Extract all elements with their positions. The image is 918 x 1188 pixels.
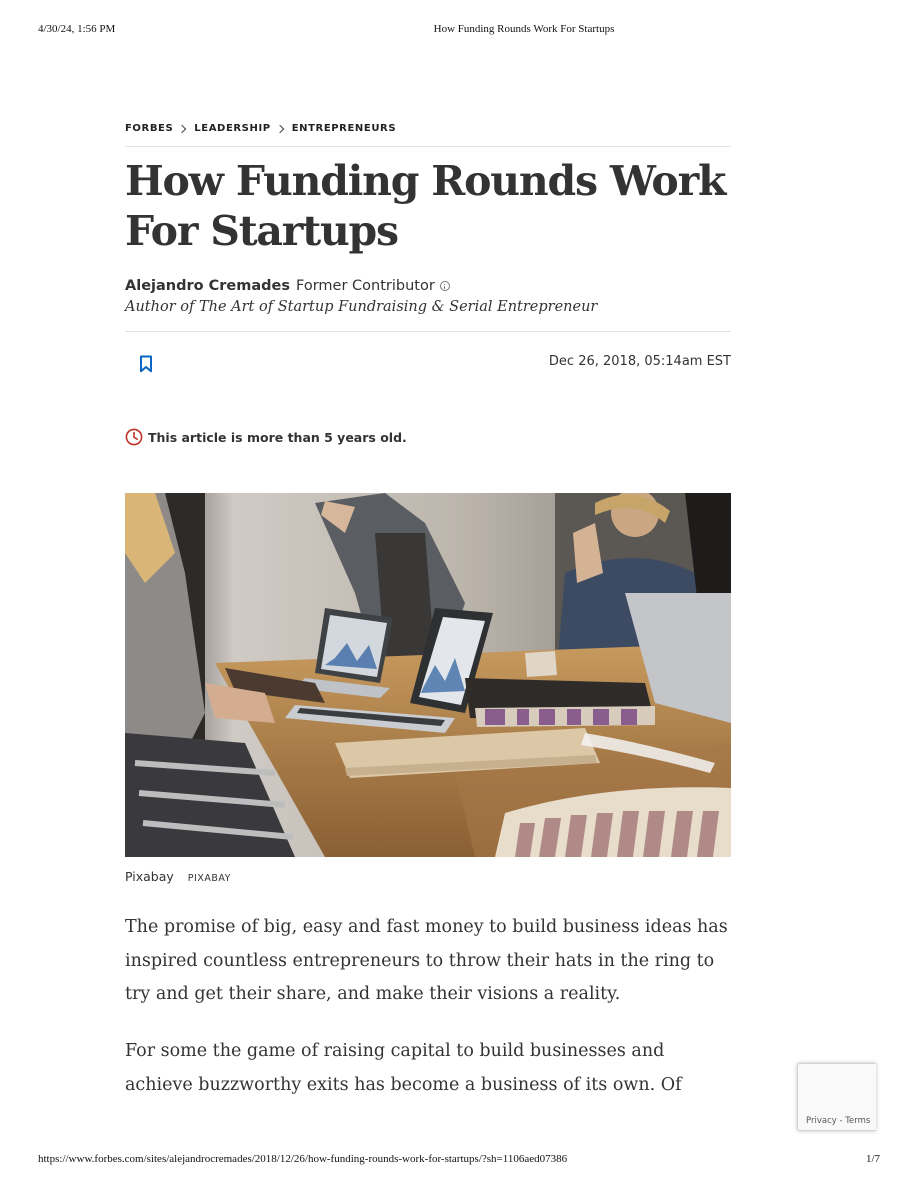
recaptcha-badge[interactable] xyxy=(797,1063,876,1131)
print-header xyxy=(0,23,918,37)
hero-image xyxy=(125,493,731,857)
image-credit: PIXABAY xyxy=(187,873,231,884)
article-meta-bar xyxy=(125,331,731,391)
breadcrumb xyxy=(125,123,731,147)
breadcrumb-forbes[interactable]: FORBES xyxy=(125,123,174,134)
clock-icon xyxy=(125,428,143,446)
bookmark-icon[interactable] xyxy=(139,355,153,373)
info-icon[interactable] xyxy=(440,281,450,291)
chevron-right-icon xyxy=(275,125,283,133)
breadcrumb-leadership[interactable]: LEADERSHIP xyxy=(194,123,271,134)
print-page-title: How Funding Rounds Work For Startups xyxy=(433,23,615,35)
author-role: Former Contributor xyxy=(296,278,435,294)
article-age-notice xyxy=(125,427,407,447)
byline xyxy=(125,276,731,296)
print-footer xyxy=(0,1153,918,1167)
print-datetime: 4/30/24, 1:56 PM xyxy=(38,23,116,35)
author-bio: Author of The Art of Startup Fundraising & Serial Entrepreneur xyxy=(125,299,598,315)
breadcrumb-entrepreneurs[interactable]: ENTREPRENEURS xyxy=(291,123,397,134)
author-name[interactable]: Alejandro Cremades xyxy=(125,278,291,294)
print-page-number: 1/7 xyxy=(865,1153,880,1165)
print-url: https://www.forbes.com/sites/alejandrocremades/2018/12/26/how-funding-rounds-work-for-startups/?sh=1106aed07386 xyxy=(38,1153,568,1165)
hero-image-illustration xyxy=(125,493,731,857)
article-title: How Funding Rounds Work For Startups xyxy=(125,157,726,255)
recaptcha-links[interactable]: Privacy - Terms xyxy=(806,1116,871,1126)
publish-date: Dec 26, 2018, 05:14am EST xyxy=(548,354,731,369)
article-paragraph: For some the game of raising capital to build businesses and achieve buzzworthy exits has become a business of its own. Of xyxy=(125,1041,682,1095)
chevron-right-icon xyxy=(178,125,186,133)
age-notice-text: This article is more than 5 years old. xyxy=(148,429,407,445)
article-paragraph: The promise of big, easy and fast money to build business ideas has inspired countless entrepreneurs to throw their hats in the ring to try and get their share, and make their visions a reality. xyxy=(125,917,728,1004)
image-caption xyxy=(125,869,231,884)
image-caption-source: Pixabay xyxy=(125,869,174,884)
